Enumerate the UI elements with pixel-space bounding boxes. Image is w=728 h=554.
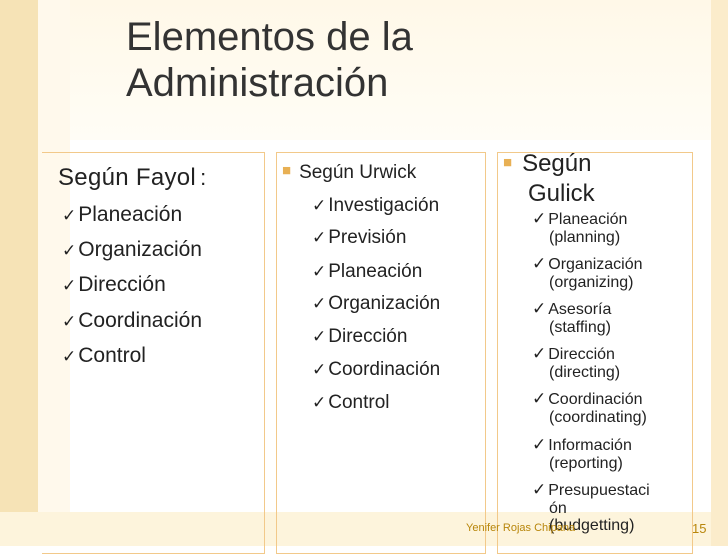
gulick-item: ✓ Dirección (directing) <box>532 344 621 381</box>
urwick-item: ✓ Planeación <box>312 261 423 282</box>
check-icon: ✓ <box>532 344 547 363</box>
check-icon: ✓ <box>312 294 327 313</box>
fayol-item: ✓Planeación <box>62 203 183 226</box>
check-icon: ✓ <box>532 389 547 408</box>
urwick-item: ✓ Previsión <box>312 227 407 248</box>
footer-author: Yenifer Rojas Chipana <box>466 522 576 534</box>
check-icon: ✓ <box>62 206 77 225</box>
gulick-item: ✓ Planeación (planning) <box>532 209 628 246</box>
urwick-item: ✓ Organización <box>312 293 441 314</box>
bullet-icon: ■ <box>282 162 292 179</box>
check-icon: ✓ <box>532 435 547 454</box>
gulick-item: ✓ Presupuestaci ón <box>532 480 650 517</box>
urwick-item: ✓ Coordinación <box>312 359 441 380</box>
check-icon: ✓ <box>532 480 547 499</box>
check-icon: ✓ <box>62 241 77 260</box>
check-icon: ✓ <box>62 347 77 366</box>
check-icon: ✓ <box>312 228 327 247</box>
urwick-item: ✓ Investigación <box>312 195 440 216</box>
urwick-heading: ■ Según Urwick <box>282 162 417 183</box>
gulick-heading: ■ Según Gulick <box>503 150 595 207</box>
urwick-item: ✓ Dirección <box>312 326 408 347</box>
urwick-item: ✓ Control <box>312 392 390 413</box>
gulick-item: ✓ Asesoría (staffing) <box>532 299 612 336</box>
right-stripe <box>711 0 728 546</box>
gulick-item: ✓ Coordinación (coordinating) <box>532 389 647 426</box>
slide-title <box>126 14 686 106</box>
page-number: 15 <box>692 521 707 536</box>
check-icon: ✓ <box>312 360 327 379</box>
check-icon: ✓ <box>312 196 327 215</box>
bullet-icon: ■ <box>503 154 513 171</box>
check-icon: ✓ <box>312 393 327 412</box>
colon: : <box>200 165 207 190</box>
title-line-1: Elementos de la <box>126 15 413 59</box>
fayol-item: ✓Control <box>62 344 146 367</box>
gulick-item-continued: (budgetting) <box>549 517 635 534</box>
fayol-item: ✓Organización <box>62 238 202 261</box>
fayol-heading: Según Fayol : <box>58 164 207 191</box>
fayol-item: ✓Dirección <box>62 273 166 296</box>
check-icon: ✓ <box>312 327 327 346</box>
check-icon: ✓ <box>532 209 547 228</box>
gulick-item: ✓ Información (reporting) <box>532 435 632 472</box>
check-icon: ✓ <box>62 276 77 295</box>
title-line-2: Administración <box>126 61 389 105</box>
check-icon: ✓ <box>62 312 77 331</box>
check-icon: ✓ <box>532 299 547 318</box>
left-stripe <box>0 0 38 546</box>
gulick-item: ✓ Organización (organizing) <box>532 254 643 291</box>
check-icon: ✓ <box>532 254 547 273</box>
fayol-item: ✓Coordinación <box>62 309 202 332</box>
check-icon: ✓ <box>312 262 327 281</box>
